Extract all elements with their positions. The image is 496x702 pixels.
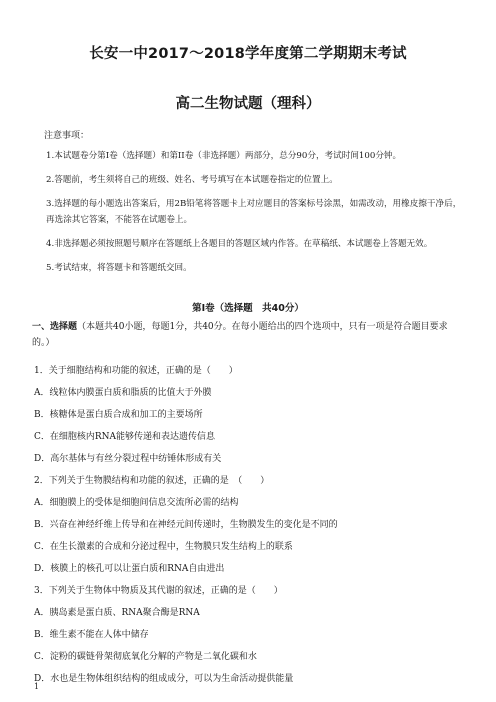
- notes-list: [46, 148, 462, 284]
- option: A．线粒体内膜蛋白质和脂质的比值大于外膜: [34, 388, 212, 398]
- option: C．在细胞核内RNA能够传递和表达遗传信息: [34, 432, 216, 442]
- note-item: 5.考试结束，将答题卡和答题纸交回。: [46, 263, 192, 273]
- option: D．高尔基体与有丝分裂过程中纺锤体形成有关: [34, 454, 222, 464]
- note-item: 1.本试题卷分第Ⅰ卷（选择题）和第II卷（非选择题）两部分，总分90分，考试时间100分钟。: [46, 151, 402, 161]
- option: D．水也是生物体组织结构的组成成分，可以为生命活动提供能量: [34, 674, 294, 684]
- note-item: 4.非选择题必须按照题号顺序在答题纸上各题目的答题区域内作答。在草稿纸、本试题卷上答题无效。: [46, 239, 433, 249]
- part-label: 一、选择题: [32, 322, 78, 332]
- question-stem: 3．下列关于生物体中物质及其代谢的叙述，正确的是（ ）: [34, 586, 283, 596]
- note-item: 3.选择题的每小题选出答案后，用2B铅笔将答题卡上对应题目的答案标号涂黑，如需改动，用橡皮擦干净后，再选涂其它答案，不能答在试题卷上。: [46, 199, 462, 225]
- option: B．核糖体是蛋白质合成和加工的主要场所: [34, 410, 203, 420]
- option: C．淀粉的碳链骨架彻底氧化分解的产物是二氧化碳和水: [34, 652, 257, 662]
- option: A．胰岛素是蛋白质、RNA聚合酶是RNA: [34, 608, 200, 618]
- option: D．核膜上的核孔可以让蛋白质和RNA自由进出: [34, 564, 225, 574]
- questions: [34, 360, 464, 690]
- page-number: 1: [34, 682, 40, 691]
- option: A．细胞膜上的受体是细胞间信息交流所必需的结构: [34, 498, 239, 508]
- part-heading: [32, 319, 464, 351]
- notice-label: 注意事项：: [44, 131, 90, 141]
- exam-subtitle: 高二生物试题（理科）: [175, 96, 321, 112]
- part-description: （本题共40小题，每题1分，共40分。在每小题给出的四个选项中，只有一项是符合题目要求的。）: [32, 322, 448, 348]
- option: C．在生长激素的合成和分泌过程中，生物膜只发生结构上的联系: [34, 542, 293, 552]
- option: B．兴奋在神经纤维上传导和在神经元间传递时，生物膜发生的变化是不同的: [34, 520, 338, 530]
- exam-title: 长安一中2017～2018学年度第二学期期末考试: [89, 46, 407, 62]
- note-item: 2.答题前，考生须将自己的班级、姓名、考号填写在本试题卷指定的位置上。: [46, 175, 338, 185]
- section-title: 第Ⅰ卷（选择题 共40分）: [192, 303, 304, 314]
- question-stem: 2．下列关于生物膜结构和功能的叙述，正确的是 （ ）: [34, 476, 270, 486]
- question-stem: 1．关于细胞结构和功能的叙述，正确的是（ ）: [34, 366, 238, 376]
- option: B．维生素不能在人体中储存: [34, 630, 149, 640]
